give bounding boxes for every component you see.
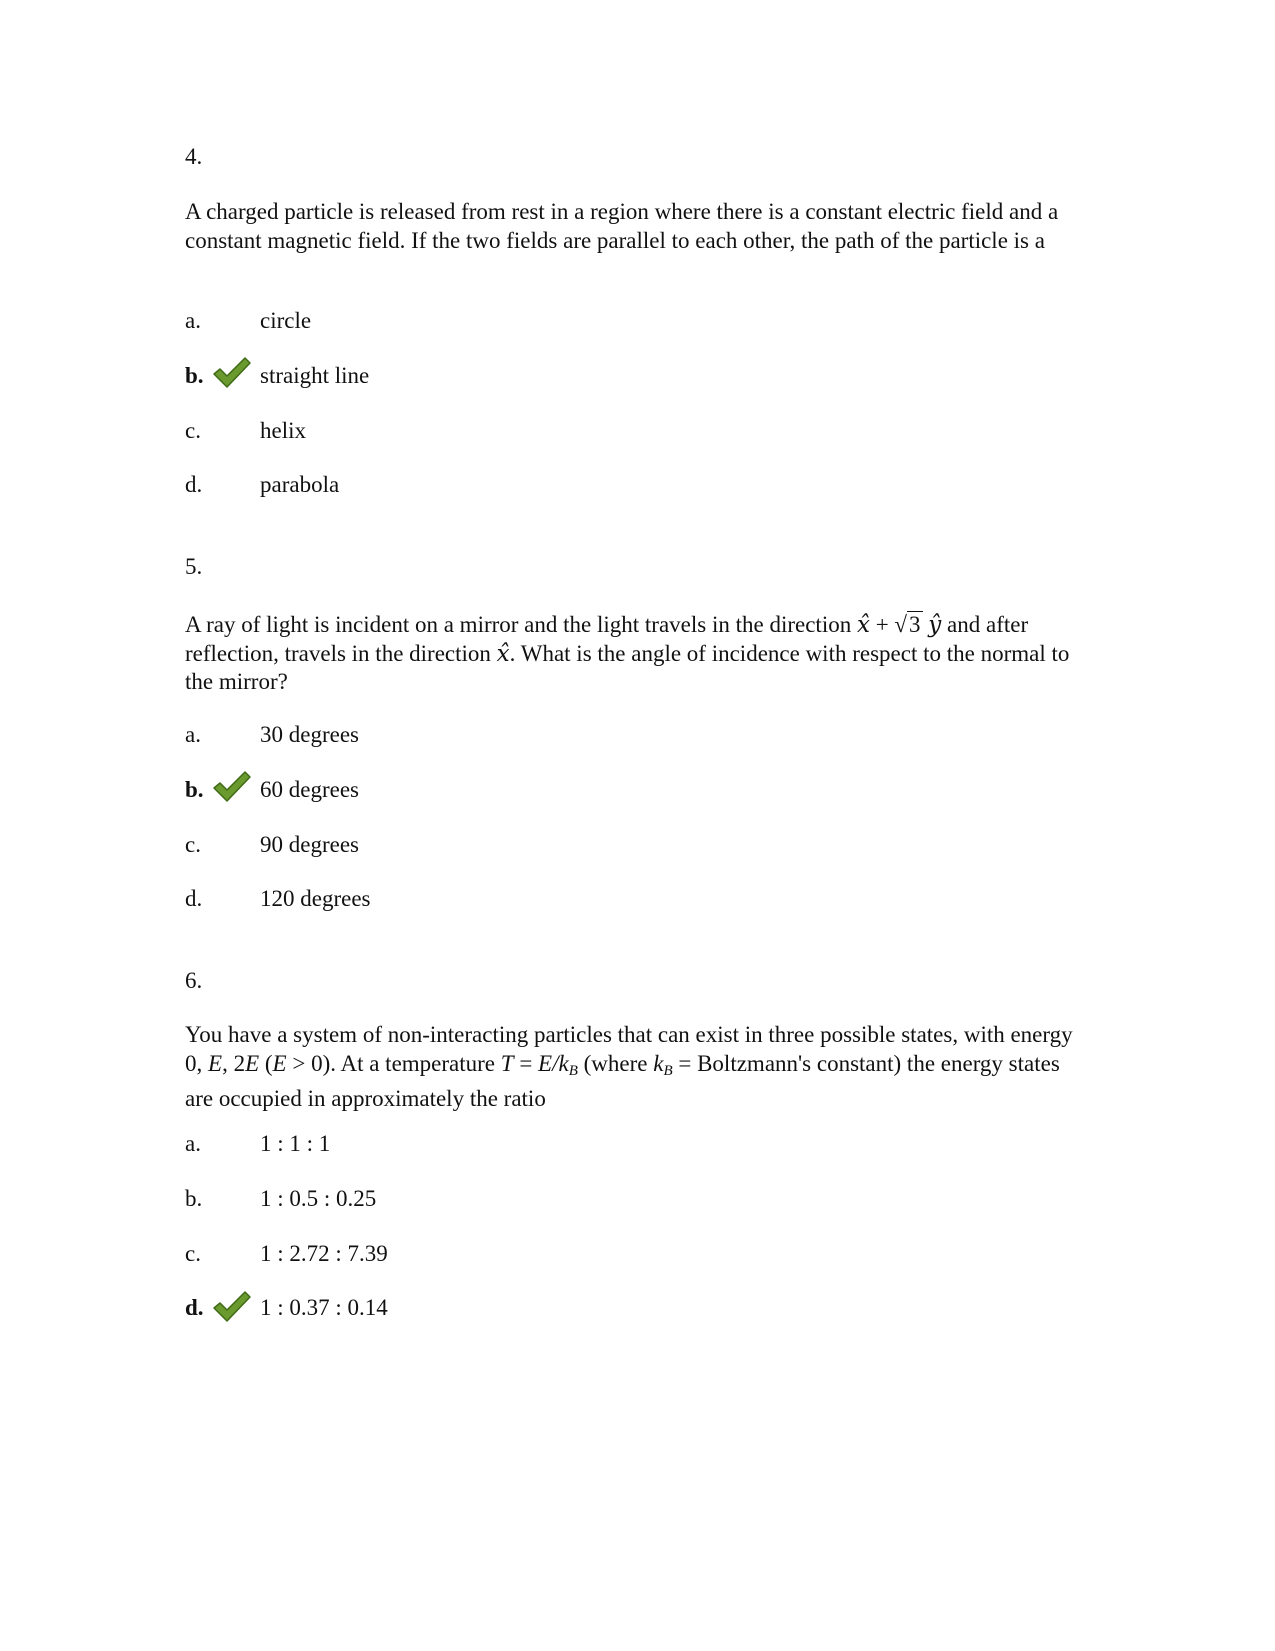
option-letter: c. [185,418,201,443]
option-text: 1 : 1 : 1 [260,1131,331,1156]
option-text: 1 : 0.37 : 0.14 [260,1295,388,1320]
option-text: 120 degrees [260,886,371,911]
option-text: circle [260,308,312,333]
question-number: 6. [185,968,203,993]
option-text: parabola [260,472,340,497]
option-letter: a. [185,722,201,747]
question-number: 4. [185,144,203,169]
option-text: straight line [260,363,370,388]
option-letter: d. [185,472,203,497]
option-text: 1 : 0.5 : 0.25 [260,1186,377,1211]
option-text: helix [260,418,306,443]
option-letter: a. [185,308,201,333]
option-text: 1 : 2.72 : 7.39 [260,1241,388,1266]
option-letter: a. [185,1131,201,1156]
checkmark-icon [212,356,252,390]
option-text: 60 degrees [260,777,359,802]
checkmark-icon [212,770,252,804]
option-letter-correct: b. [185,363,204,388]
question-number: 5. [185,554,203,579]
option-text: 30 degrees [260,722,359,747]
option-letter-correct: d. [185,1295,204,1320]
option-letter: b. [185,1186,203,1211]
question-stem: You have a system of non-interacting particles that can exist in three possible states, with energy 0, E, 2E (E > 0). At a temperature $T = E/k_B$ (where $k_B$ = Boltzmann's constant) the energy states are occupied in approximately the ratio [185,1022,1073,1111]
option-letter: d. [185,886,203,911]
option-text: 90 degrees [260,832,359,857]
option-letter: c. [185,832,201,857]
checkmark-icon [212,1290,252,1324]
option-letter-correct: b. [185,777,204,802]
question-stem: A ray of light is incident on a mirror and the light travels in the direction x̂ + √3 ŷ and after reflection, travels in the direction x̂. What is the angle of incidence with respect to the normal to the mirror? [185,612,1070,694]
question-stem: A charged particle is released from rest in a region where there is a constant electric field and a constant magnetic field. If the two fields are parallel to each other, the path of the particle is a [185,199,1059,253]
option-letter: c. [185,1241,201,1266]
